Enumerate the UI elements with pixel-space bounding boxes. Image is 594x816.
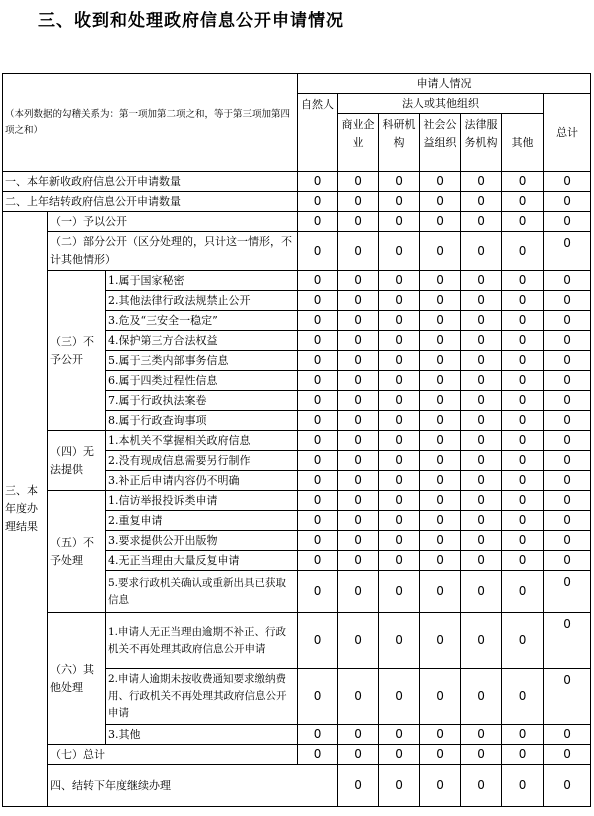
disclosure-table [2, 73, 591, 807]
value-cell: 0 [420, 331, 461, 351]
row-label: 3.其他 [106, 725, 298, 745]
value-cell: 0 [379, 291, 420, 311]
table-row [3, 212, 591, 232]
value-cell: 0 [544, 491, 591, 511]
value-cell: 0 [338, 271, 379, 291]
group-label: 三、本年度办理结果 [3, 212, 48, 807]
value-cell: 0 [461, 212, 502, 232]
value-cell: 0 [338, 371, 379, 391]
value-cell: 0 [298, 411, 338, 431]
value-cell: 0 [379, 431, 420, 451]
value-cell: 0 [461, 291, 502, 311]
value-cell: 0 [379, 172, 420, 192]
row-label: （七）总计 [48, 745, 298, 765]
value-cell: 0 [502, 291, 544, 311]
value-cell: 0 [544, 192, 591, 212]
value-cell: 0 [461, 491, 502, 511]
value-cell: 0 [379, 232, 420, 271]
header-natural: 自然人 [298, 94, 338, 172]
value-cell: 0 [544, 451, 591, 471]
value-cell: 0 [461, 765, 502, 807]
value-cell: 0 [544, 172, 591, 192]
value-cell: 0 [461, 232, 502, 271]
value-cell: 0 [502, 371, 544, 391]
value-cell: 0 [461, 551, 502, 571]
value-cell: 0 [379, 571, 420, 613]
value-cell: 0 [502, 511, 544, 531]
value-cell: 0 [338, 172, 379, 192]
value-cell: 0 [502, 725, 544, 745]
value-cell: 0 [461, 511, 502, 531]
value-cell: 0 [544, 271, 591, 291]
value-cell: 0 [420, 471, 461, 491]
value-cell: 0 [338, 331, 379, 351]
value-cell: 0 [420, 451, 461, 471]
value-cell: 0 [544, 613, 591, 669]
value-cell: 0 [544, 391, 591, 411]
table-row [3, 745, 591, 765]
value-cell: 0 [502, 451, 544, 471]
row-label: 2.没有现成信息需要另行制作 [106, 451, 298, 471]
value-cell: 0 [338, 551, 379, 571]
value-cell: 0 [461, 571, 502, 613]
value-cell: 0 [298, 172, 338, 192]
value-cell: 0 [298, 613, 338, 669]
value-cell: 0 [338, 451, 379, 471]
subgroup-label: （五）不予处理 [48, 491, 106, 613]
value-cell: 0 [298, 511, 338, 531]
value-cell: 0 [338, 511, 379, 531]
header-note: （本列数据的勾稽关系为：第一项加第二项之和，等于第三项加第四项之和） [3, 74, 298, 172]
header-law: 法律服务机构 [461, 114, 502, 172]
value-cell: 0 [461, 471, 502, 491]
value-cell: 0 [298, 331, 338, 351]
value-cell: 0 [298, 551, 338, 571]
value-cell: 0 [420, 511, 461, 531]
value-cell: 0 [379, 551, 420, 571]
row-label: 1.本机关不掌握相关政府信息 [106, 431, 298, 451]
value-cell: 0 [544, 371, 591, 391]
table-row [3, 431, 591, 451]
value-cell: 0 [502, 613, 544, 669]
value-cell: 0 [379, 371, 420, 391]
value-cell: 0 [420, 351, 461, 371]
value-cell: 0 [420, 391, 461, 411]
value-cell: 0 [298, 725, 338, 745]
value-cell: 0 [420, 411, 461, 431]
value-cell: 0 [544, 531, 591, 551]
header-other: 其他 [502, 114, 544, 172]
row-label: 3.要求提供公开出版物 [106, 531, 298, 551]
value-cell: 0 [502, 431, 544, 451]
subgroup-label: （三）不予公开 [48, 271, 106, 431]
row-label: 1.申请人无正当理由逾期不补正、行政机关不再处理其政府信息公开申请 [106, 613, 298, 669]
value-cell: 0 [544, 551, 591, 571]
value-cell: 0 [461, 725, 502, 745]
value-cell: 0 [461, 531, 502, 551]
row-label: 3.补正后申请内容仍不明确 [106, 471, 298, 491]
value-cell: 0 [461, 311, 502, 331]
value-cell: 0 [420, 232, 461, 271]
value-cell: 0 [461, 431, 502, 451]
value-cell: 0 [502, 232, 544, 271]
value-cell: 0 [461, 451, 502, 471]
value-cell: 0 [338, 725, 379, 745]
row-label: 3.危及“三安全一稳定” [106, 311, 298, 331]
value-cell: 0 [298, 391, 338, 411]
value-cell: 0 [502, 192, 544, 212]
value-cell: 0 [544, 311, 591, 331]
value-cell: 0 [379, 745, 420, 765]
value-cell: 0 [502, 471, 544, 491]
value-cell: 0 [420, 431, 461, 451]
row-label: 5.要求行政机关确认或重新出具已获取信息 [106, 571, 298, 613]
value-cell: 0 [338, 491, 379, 511]
table-row [3, 613, 591, 669]
value-cell: 0 [379, 212, 420, 232]
value-cell: 0 [544, 669, 591, 725]
value-cell: 0 [420, 271, 461, 291]
value-cell: 0 [420, 669, 461, 725]
value-cell: 0 [420, 311, 461, 331]
value-cell: 0 [338, 192, 379, 212]
value-cell: 0 [544, 331, 591, 351]
value-cell: 0 [544, 411, 591, 431]
value-cell: 0 [338, 745, 379, 765]
value-cell: 0 [502, 331, 544, 351]
value-cell: 0 [420, 491, 461, 511]
value-cell: 0 [544, 212, 591, 232]
header-commercial: 商业企业 [338, 114, 379, 172]
value-cell: 0 [298, 451, 338, 471]
value-cell: 0 [338, 351, 379, 371]
value-cell: 0 [420, 172, 461, 192]
value-cell: 0 [338, 291, 379, 311]
header-applicant: 申请人情况 [298, 74, 591, 94]
value-cell: 0 [338, 531, 379, 551]
value-cell: 0 [502, 391, 544, 411]
value-cell: 0 [379, 613, 420, 669]
value-cell: 0 [298, 291, 338, 311]
value-cell: 0 [461, 172, 502, 192]
value-cell: 0 [420, 291, 461, 311]
value-cell: 0 [298, 471, 338, 491]
value-cell: 0 [338, 212, 379, 232]
value-cell: 0 [544, 511, 591, 531]
value-cell: 0 [338, 613, 379, 669]
value-cell: 0 [420, 551, 461, 571]
value-cell: 0 [420, 613, 461, 669]
header-social: 社会公益组织 [420, 114, 461, 172]
value-cell: 0 [502, 531, 544, 551]
value-cell: 0 [461, 391, 502, 411]
value-cell: 0 [298, 669, 338, 725]
value-cell: 0 [420, 371, 461, 391]
row-label: （二）部分公开（区分处理的，只计这一情形，不计其他情形） [48, 232, 298, 271]
row-label: 4.保护第三方合法权益 [106, 331, 298, 351]
value-cell: 0 [502, 172, 544, 192]
value-cell: 0 [379, 311, 420, 331]
value-cell: 0 [298, 745, 338, 765]
value-cell: 0 [502, 765, 544, 807]
value-cell: 0 [420, 571, 461, 613]
value-cell: 0 [544, 232, 591, 271]
header-legal: 法人或其他组织 [338, 94, 544, 114]
value-cell: 0 [502, 271, 544, 291]
value-cell: 0 [298, 232, 338, 271]
value-cell: 0 [338, 232, 379, 271]
row-label: 2.其他法律行政法规禁止公开 [106, 291, 298, 311]
header-total: 总计 [544, 94, 591, 172]
table-row [3, 172, 591, 192]
value-cell: 0 [461, 192, 502, 212]
value-cell: 0 [338, 411, 379, 431]
value-cell: 0 [544, 571, 591, 613]
value-cell: 0 [461, 371, 502, 391]
value-cell: 0 [502, 311, 544, 331]
value-cell: 0 [502, 745, 544, 765]
row-label: 7.属于行政执法案卷 [106, 391, 298, 411]
value-cell: 0 [461, 745, 502, 765]
value-cell: 0 [338, 765, 379, 807]
table-row [3, 491, 591, 511]
header-research: 科研机构 [379, 114, 420, 172]
value-cell: 0 [461, 613, 502, 669]
value-cell: 0 [420, 212, 461, 232]
value-cell: 0 [544, 351, 591, 371]
value-cell: 0 [379, 765, 420, 807]
row-label: 四、结转下年度继续办理 [48, 765, 338, 807]
value-cell: 0 [338, 571, 379, 613]
value-cell: 0 [298, 311, 338, 331]
row-label: 4.无正当理由大量反复申请 [106, 551, 298, 571]
table-row [3, 192, 591, 212]
row-label: 2.申请人逾期未按收费通知要求缴纳费用、行政机关不再处理其政府信息公开申请 [106, 669, 298, 725]
value-cell: 0 [379, 391, 420, 411]
value-cell: 0 [379, 471, 420, 491]
row-label: 二、上年结转政府信息公开申请数量 [3, 192, 298, 212]
value-cell: 0 [298, 351, 338, 371]
value-cell: 0 [298, 431, 338, 451]
value-cell: 0 [544, 471, 591, 491]
value-cell: 0 [298, 192, 338, 212]
value-cell: 0 [379, 192, 420, 212]
value-cell: 0 [338, 311, 379, 331]
value-cell: 0 [544, 745, 591, 765]
value-cell: 0 [461, 331, 502, 351]
value-cell: 0 [502, 411, 544, 431]
subgroup-label: （六）其他处理 [48, 613, 106, 745]
value-cell: 0 [379, 271, 420, 291]
table-row [3, 232, 591, 271]
value-cell: 0 [338, 471, 379, 491]
row-label: 1.属于国家秘密 [106, 271, 298, 291]
value-cell: 0 [461, 669, 502, 725]
row-label: 5.属于三类内部事务信息 [106, 351, 298, 371]
value-cell: 0 [379, 531, 420, 551]
value-cell: 0 [379, 491, 420, 511]
row-label: 1.信访举报投诉类申请 [106, 491, 298, 511]
value-cell: 0 [298, 212, 338, 232]
value-cell: 0 [379, 511, 420, 531]
value-cell: 0 [502, 491, 544, 511]
value-cell: 0 [461, 271, 502, 291]
value-cell: 0 [379, 451, 420, 471]
row-label: 一、本年新收政府信息公开申请数量 [3, 172, 298, 192]
value-cell: 0 [379, 351, 420, 371]
value-cell: 0 [338, 669, 379, 725]
table-row [3, 765, 591, 807]
row-label: 6.属于四类过程性信息 [106, 371, 298, 391]
value-cell: 0 [502, 212, 544, 232]
value-cell: 0 [298, 491, 338, 511]
value-cell: 0 [502, 669, 544, 725]
value-cell: 0 [379, 331, 420, 351]
row-label: （一）予以公开 [48, 212, 298, 232]
value-cell: 0 [502, 571, 544, 613]
page-title: 三、收到和处理政府信息公开申请情况 [38, 11, 344, 31]
value-cell: 0 [420, 531, 461, 551]
value-cell: 0 [420, 765, 461, 807]
value-cell: 0 [420, 725, 461, 745]
subgroup-label: （四）无法提供 [48, 431, 106, 491]
value-cell: 0 [544, 725, 591, 745]
value-cell: 0 [338, 391, 379, 411]
value-cell: 0 [379, 725, 420, 745]
value-cell: 0 [420, 745, 461, 765]
value-cell: 0 [502, 351, 544, 371]
value-cell: 0 [502, 551, 544, 571]
value-cell: 0 [338, 431, 379, 451]
value-cell: 0 [379, 669, 420, 725]
row-label: 2.重复申请 [106, 511, 298, 531]
value-cell: 0 [544, 765, 591, 807]
value-cell: 0 [461, 411, 502, 431]
value-cell: 0 [298, 271, 338, 291]
value-cell: 0 [544, 291, 591, 311]
value-cell: 0 [298, 571, 338, 613]
row-label: 8.属于行政查询事项 [106, 411, 298, 431]
value-cell: 0 [298, 531, 338, 551]
value-cell: 0 [544, 431, 591, 451]
value-cell: 0 [379, 411, 420, 431]
value-cell: 0 [298, 371, 338, 391]
value-cell: 0 [461, 351, 502, 371]
table-row [3, 271, 591, 291]
value-cell: 0 [420, 192, 461, 212]
